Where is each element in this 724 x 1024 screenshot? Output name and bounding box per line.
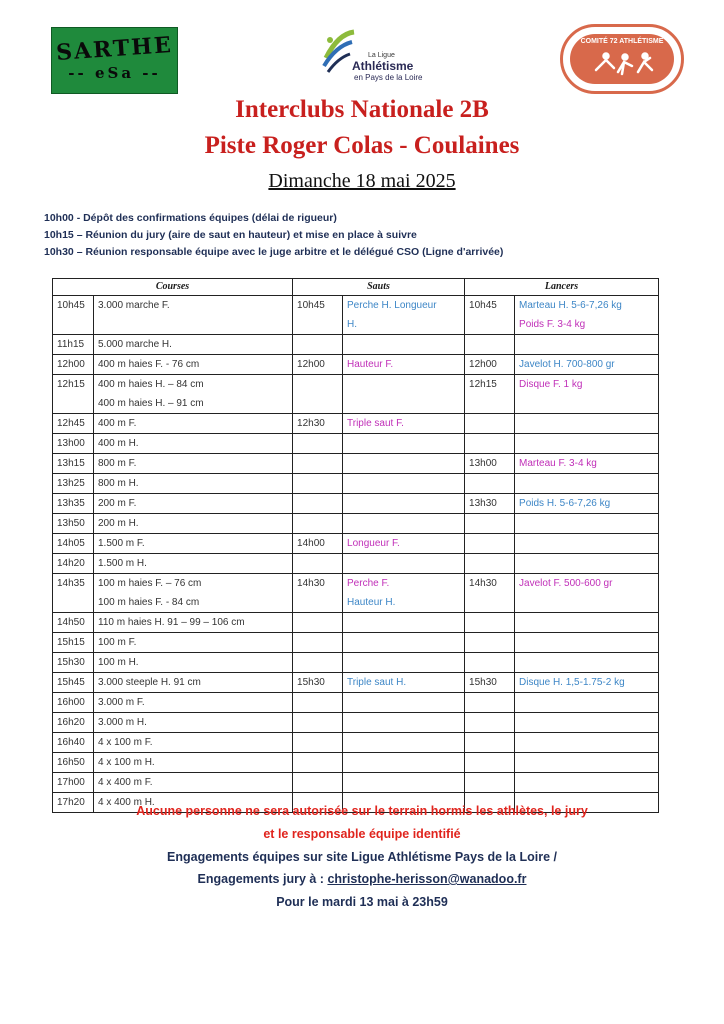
jump-time-cell: [293, 375, 343, 414]
course-event: 4 x 100 m H.: [98, 757, 155, 768]
throw-event-cell: [515, 414, 659, 434]
event-date-text: Dimanche 18 mai 2025: [268, 170, 456, 192]
jump-event: Longueur F.: [347, 538, 400, 549]
jump-time-cell: [293, 633, 343, 653]
esa-logo-text: -- eSa --: [68, 64, 161, 82]
throw-time-cell: 13h00: [465, 454, 515, 474]
table-header-row: [53, 279, 659, 296]
throw-event-cell: [515, 693, 659, 713]
jump-event-cell: [343, 713, 465, 733]
table-row: [53, 713, 659, 733]
jump-event-cell: [343, 375, 465, 414]
throw-time-cell: [465, 613, 515, 633]
jump-time-cell: [293, 773, 343, 793]
table-row: [53, 434, 659, 454]
table-row: [53, 494, 659, 514]
jump-time-cell: 10h45: [293, 296, 343, 335]
course-time-cell: 12h15: [53, 375, 94, 414]
throw-time-cell: [465, 753, 515, 773]
jump-time-cell: [293, 613, 343, 633]
table-row: [53, 773, 659, 793]
jump-event-cell: [343, 673, 465, 693]
course-event-cell: [94, 514, 293, 534]
jump-time-cell: [293, 335, 343, 355]
course-event: 100 m haies F. – 76 cm: [98, 578, 202, 589]
jury-registration-prefix: Engagements jury à :: [197, 872, 328, 886]
throw-time-cell: [465, 653, 515, 673]
jump-event-cell: [343, 474, 465, 494]
jump-time-cell: [293, 514, 343, 534]
throw-time-cell: [465, 693, 515, 713]
throw-time-cell: [465, 713, 515, 733]
course-event-cell: [94, 574, 293, 613]
jump-time-cell: [293, 454, 343, 474]
throw-time-cell: [465, 474, 515, 494]
table-row: [53, 653, 659, 673]
table-row: [53, 693, 659, 713]
info-line: 10h30 – Réunion responsable équipe avec le juge arbitre et le délégué CSO (Ligne d'arrivée): [44, 246, 504, 258]
jump-time-cell: 15h30: [293, 673, 343, 693]
course-event-cell: [94, 613, 293, 633]
course-time-cell: 10h45: [53, 296, 94, 335]
throw-time-cell: 15h30: [465, 673, 515, 693]
schedule-table: [52, 278, 659, 813]
course-time-cell: 13h35: [53, 494, 94, 514]
jump-event: Hauteur F.: [347, 359, 394, 370]
table-row: [53, 296, 659, 335]
course-time-cell: 16h40: [53, 733, 94, 753]
header-lancers: Lancers: [465, 279, 659, 296]
jump-event-cell: [343, 414, 465, 434]
course-event: 400 m H.: [98, 438, 139, 449]
course-time-cell: 12h45: [53, 414, 94, 434]
table-row: [53, 753, 659, 773]
header-sauts: Sauts: [293, 279, 465, 296]
jump-event-cell: [343, 693, 465, 713]
course-event-cell: [94, 335, 293, 355]
jump-event: H.: [347, 319, 358, 330]
page-title: Interclubs Nationale 2B: [235, 96, 489, 123]
throw-time-cell: [465, 733, 515, 753]
course-time-cell: 12h00: [53, 355, 94, 375]
throw-event-cell: [515, 355, 659, 375]
course-event: 4 x 400 m H.: [98, 797, 155, 808]
table-row: [53, 574, 659, 613]
table-row: [53, 673, 659, 693]
info-line: 10h15 – Réunion du jury (aire de saut en hauteur) et mise en place à suivre: [44, 229, 417, 241]
course-event: 3.000 steeple H. 91 cm: [98, 677, 201, 688]
throw-event-cell: [515, 653, 659, 673]
throw-event-cell: [515, 296, 659, 335]
course-time-cell: 16h50: [53, 753, 94, 773]
course-event: 800 m F.: [98, 458, 137, 469]
team-registration-note: Engagements équipes sur site Ligue Athlétisme Pays de la Loire /: [167, 850, 557, 864]
course-event: 400 m haies F. - 76 cm: [98, 359, 200, 370]
course-event-cell: [94, 673, 293, 693]
jump-time-cell: [293, 434, 343, 454]
course-event: 100 m haies F. - 84 cm: [98, 597, 200, 608]
table-row: [53, 514, 659, 534]
ligue-logo-small-text: La Ligue: [368, 52, 395, 59]
jump-event-cell: [343, 335, 465, 355]
throw-event-cell: [515, 574, 659, 613]
table-row: [53, 335, 659, 355]
course-time-cell: 14h05: [53, 534, 94, 554]
table-row: [53, 454, 659, 474]
throw-event: Marteau H. 5-6-7,26 kg: [519, 300, 622, 311]
course-event: 200 m F.: [98, 498, 137, 509]
throw-event-cell: [515, 534, 659, 554]
throw-time-cell: [465, 633, 515, 653]
course-time-cell: 14h50: [53, 613, 94, 633]
throw-event-cell: [515, 733, 659, 753]
course-event-cell: [94, 633, 293, 653]
course-event: 800 m H.: [98, 478, 139, 489]
jump-event-cell: [343, 494, 465, 514]
course-event: 3.000 marche F.: [98, 300, 170, 311]
throw-event-cell: [515, 474, 659, 494]
course-event: 100 m H.: [98, 657, 139, 668]
course-time-cell: 11h15: [53, 335, 94, 355]
jump-time-cell: [293, 733, 343, 753]
course-event: 3.000 m H.: [98, 717, 147, 728]
athletes-pictogram-icon: [592, 50, 662, 80]
throw-event-cell: [515, 673, 659, 693]
throw-time-cell: [465, 434, 515, 454]
access-warning-line1: Aucune personne ne sera autorisée sur le terrain hormis les athlètes, le jury: [136, 804, 588, 818]
jury-registration-note: [0, 872, 724, 886]
jump-event-cell: [343, 733, 465, 753]
throw-time-cell: 10h45: [465, 296, 515, 335]
throw-event-cell: [515, 494, 659, 514]
course-event: 400 m F.: [98, 418, 137, 429]
table-row: [53, 633, 659, 653]
jump-event-cell: [343, 454, 465, 474]
throw-event-cell: [515, 335, 659, 355]
jump-event-cell: [343, 554, 465, 574]
info-line: 10h00 - Dépôt des confirmations équipes (délai de rigueur): [44, 212, 337, 224]
course-event-cell: [94, 454, 293, 474]
course-event-cell: [94, 733, 293, 753]
jump-event-cell: [343, 296, 465, 335]
event-date: [0, 170, 724, 193]
jump-event: Triple saut F.: [347, 418, 404, 429]
course-time-cell: 15h30: [53, 653, 94, 673]
throw-time-cell: 12h15: [465, 375, 515, 414]
jump-event-cell: [343, 434, 465, 454]
jump-event: Perche H. Longueur: [347, 300, 437, 311]
course-event-cell: [94, 693, 293, 713]
throw-event: Poids H. 5-6-7,26 kg: [519, 498, 611, 509]
jump-time-cell: [293, 713, 343, 733]
jump-event-cell: [343, 653, 465, 673]
throw-event: Marteau F. 3-4 kg: [519, 458, 597, 469]
jump-event-cell: [343, 534, 465, 554]
course-time-cell: 17h20: [53, 793, 94, 813]
sarthe-esa-logo: [51, 27, 178, 94]
jump-event-cell: [343, 514, 465, 534]
course-event-cell: [94, 494, 293, 514]
throw-event: Disque F. 1 kg: [519, 379, 583, 390]
course-time-cell: 13h00: [53, 434, 94, 454]
ligue-swoosh-icon: [322, 28, 356, 76]
venue-title: Piste Roger Colas - Coulaines: [204, 132, 520, 159]
jump-time-cell: [293, 474, 343, 494]
course-time-cell: 15h15: [53, 633, 94, 653]
throw-time-cell: [465, 773, 515, 793]
throw-event-cell: [515, 375, 659, 414]
sarthe-logo-text: SARTHE: [55, 31, 174, 67]
course-event-cell: [94, 375, 293, 414]
jump-event: Hauteur H.: [347, 597, 396, 608]
jump-event-cell: [343, 574, 465, 613]
throw-time-cell: [465, 514, 515, 534]
throw-time-cell: 13h30: [465, 494, 515, 514]
throw-event-cell: [515, 514, 659, 534]
jump-time-cell: [293, 693, 343, 713]
course-time-cell: 14h35: [53, 574, 94, 613]
course-time-cell: 16h20: [53, 713, 94, 733]
course-event: 5.000 marche H.: [98, 339, 172, 350]
jump-event: Perche F.: [347, 578, 390, 589]
jump-time-cell: [293, 494, 343, 514]
course-time-cell: 15h45: [53, 673, 94, 693]
table-row: [53, 414, 659, 434]
course-time-cell: 14h20: [53, 554, 94, 574]
course-event-cell: [94, 753, 293, 773]
jump-event: Triple saut H.: [347, 677, 407, 688]
course-event: 3.000 m F.: [98, 697, 145, 708]
throw-event-cell: [515, 633, 659, 653]
access-warning-line2: et le responsable équipe identifié: [263, 827, 461, 841]
course-event: 110 m haies H. 91 – 99 – 106 cm: [98, 617, 245, 628]
course-time-cell: 13h25: [53, 474, 94, 494]
course-event-cell: [94, 414, 293, 434]
throw-event: Disque H. 1,5-1.75-2 kg: [519, 677, 625, 688]
course-event-cell: [94, 534, 293, 554]
comite-logo-text: COMITÉ 72 ATHLÉTISME: [580, 38, 664, 45]
course-event-cell: [94, 355, 293, 375]
throw-time-cell: [465, 414, 515, 434]
jump-event-cell: [343, 773, 465, 793]
jump-time-cell: [293, 554, 343, 574]
throw-event: Poids F. 3-4 kg: [519, 319, 586, 330]
throw-event-cell: [515, 753, 659, 773]
jump-event-cell: [343, 753, 465, 773]
throw-event-cell: [515, 773, 659, 793]
header-courses: Courses: [53, 279, 293, 296]
table-row: [53, 375, 659, 414]
schedule-body: [53, 296, 659, 813]
jump-time-cell: [293, 753, 343, 773]
throw-time-cell: 12h00: [465, 355, 515, 375]
course-event: 4 x 400 m F.: [98, 777, 153, 788]
preliminary-schedule: [44, 210, 503, 261]
ligue-logo-main-text: Athlétisme: [352, 59, 414, 73]
course-event: 1.500 m F.: [98, 538, 145, 549]
throw-event: Javelot H. 700-800 gr: [519, 359, 615, 370]
course-event: 400 m haies H. – 84 cm: [98, 379, 204, 390]
registration-deadline: Pour le mardi 13 mai à 23h59: [276, 895, 448, 909]
course-event-cell: [94, 474, 293, 494]
throw-event-cell: [515, 434, 659, 454]
throw-event: Javelot F. 500-600 gr: [519, 578, 613, 589]
throw-time-cell: 14h30: [465, 574, 515, 613]
table-row: [53, 554, 659, 574]
jump-event-cell: [343, 355, 465, 375]
throw-time-cell: [465, 534, 515, 554]
ligue-athletisme-logo: [320, 26, 423, 84]
table-row: [53, 534, 659, 554]
table-row: [53, 355, 659, 375]
course-event: 100 m F.: [98, 637, 137, 648]
comite-72-logo: [560, 24, 684, 94]
course-time-cell: 17h00: [53, 773, 94, 793]
table-row: [53, 474, 659, 494]
throw-time-cell: [465, 554, 515, 574]
course-event: 400 m haies H. – 91 cm: [98, 398, 204, 409]
course-time-cell: 13h50: [53, 514, 94, 534]
jump-time-cell: 14h30: [293, 574, 343, 613]
course-event-cell: [94, 434, 293, 454]
jury-email-link[interactable]: christophe-herisson@wanadoo.fr: [327, 872, 527, 886]
throw-event-cell: [515, 613, 659, 633]
course-event-cell: [94, 773, 293, 793]
course-event-cell: [94, 653, 293, 673]
table-row: [53, 733, 659, 753]
course-time-cell: 13h15: [53, 454, 94, 474]
throw-time-cell: [465, 335, 515, 355]
course-event: 200 m H.: [98, 518, 139, 529]
course-time-cell: 16h00: [53, 693, 94, 713]
throw-event-cell: [515, 454, 659, 474]
course-event-cell: [94, 554, 293, 574]
table-row: [53, 613, 659, 633]
jump-time-cell: 12h30: [293, 414, 343, 434]
jump-time-cell: [293, 653, 343, 673]
course-event: 1.500 m H.: [98, 558, 147, 569]
jump-time-cell: 14h00: [293, 534, 343, 554]
course-event-cell: [94, 296, 293, 335]
jump-time-cell: 12h00: [293, 355, 343, 375]
jump-event-cell: [343, 613, 465, 633]
throw-event-cell: [515, 713, 659, 733]
jump-event-cell: [343, 633, 465, 653]
ligue-logo-sub-text: en Pays de la Loire: [354, 73, 423, 82]
throw-event-cell: [515, 554, 659, 574]
course-event: 4 x 100 m F.: [98, 737, 153, 748]
course-event-cell: [94, 713, 293, 733]
